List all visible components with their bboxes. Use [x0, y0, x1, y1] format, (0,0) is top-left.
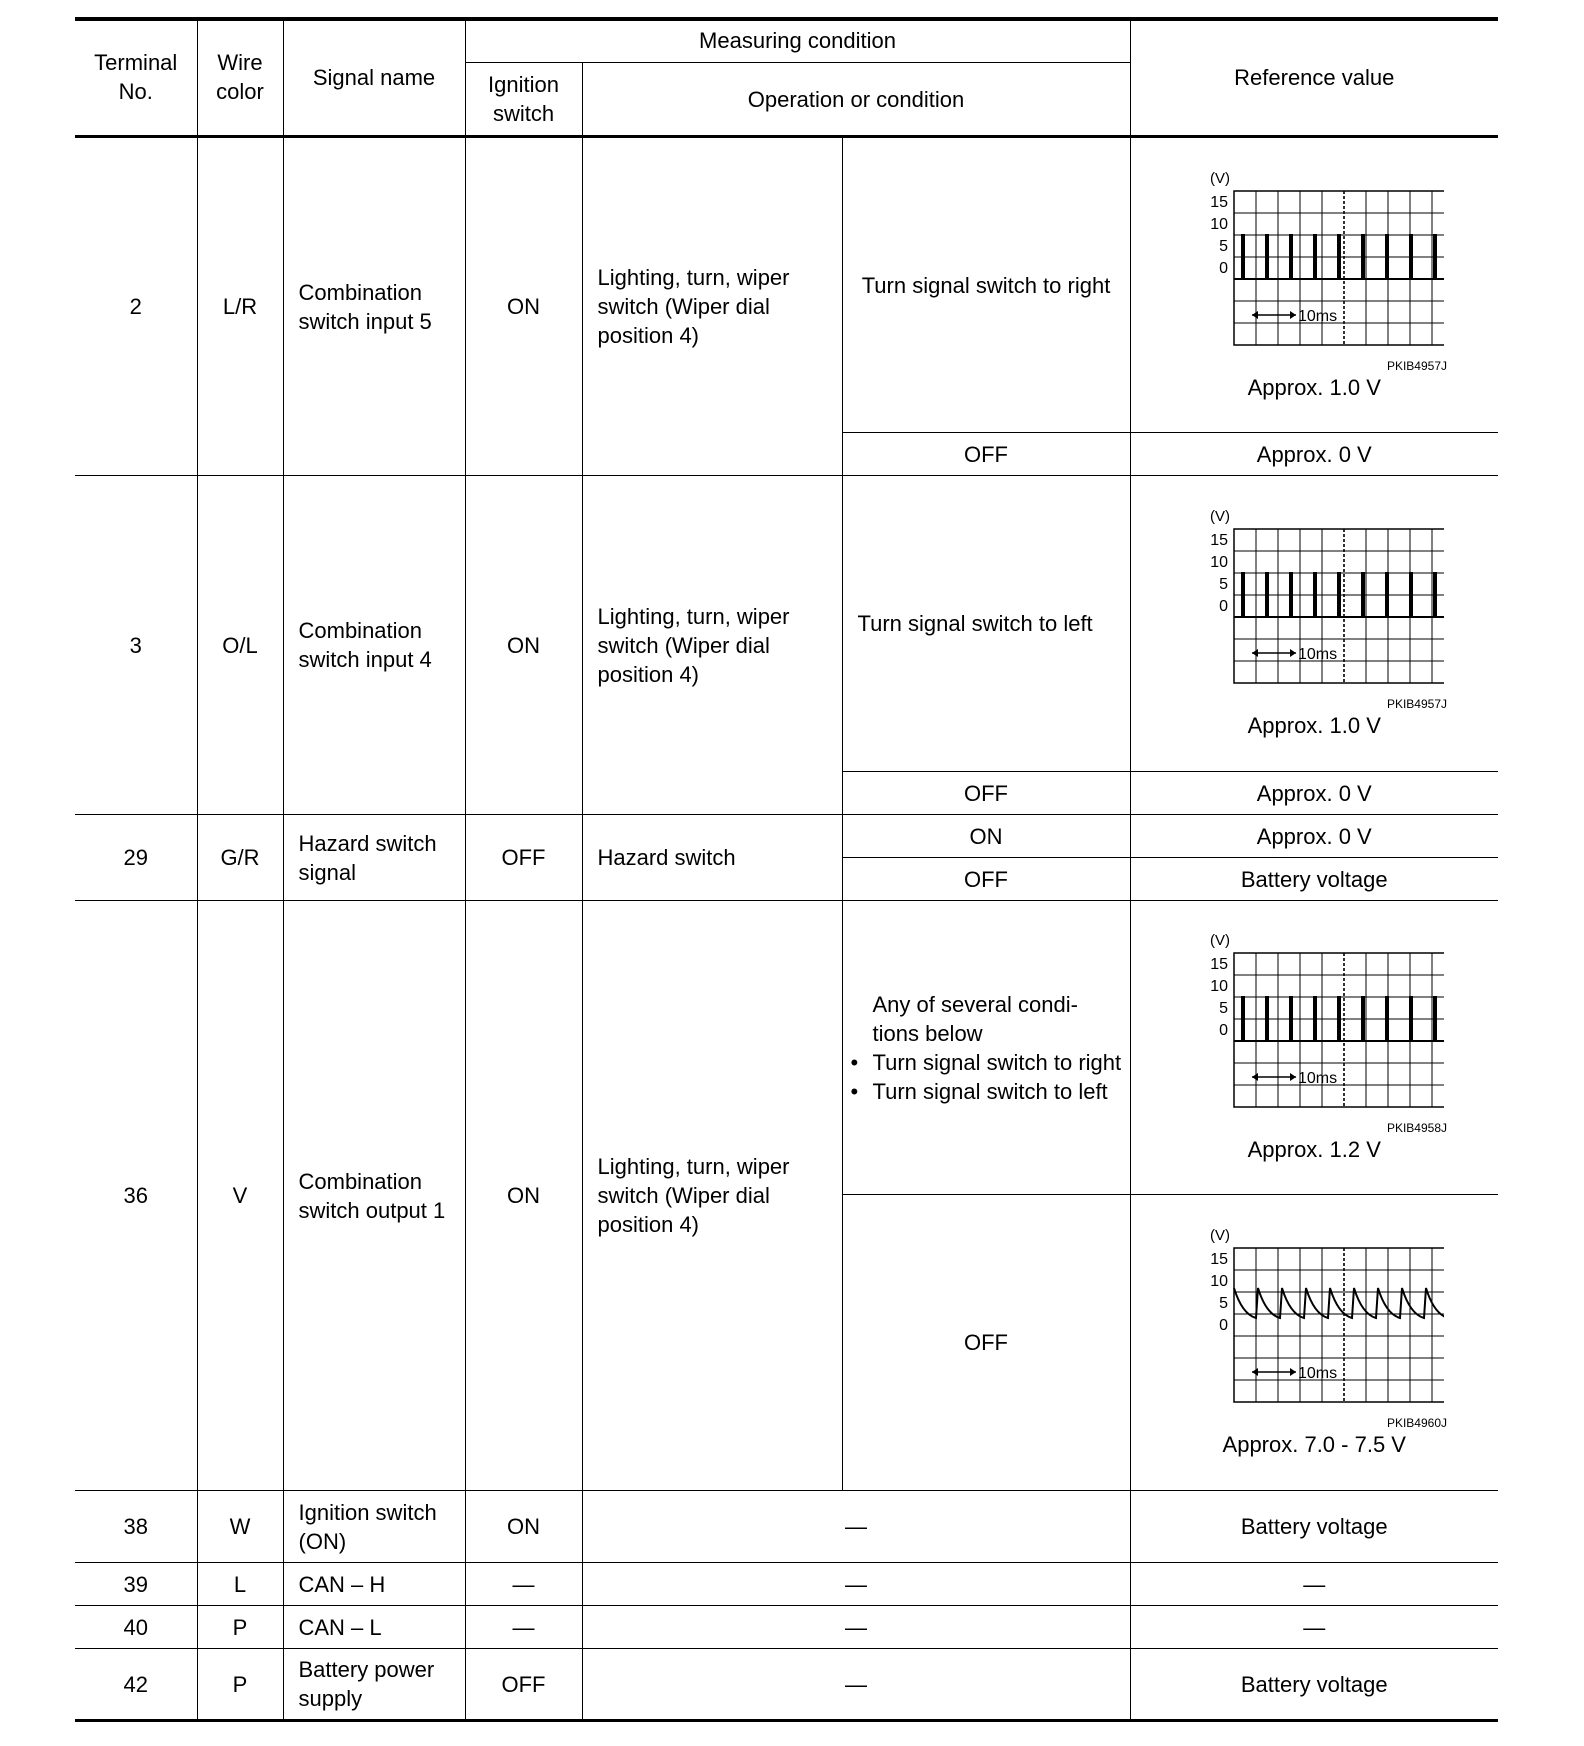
- reference-value: Approx. 0 V: [1130, 433, 1498, 476]
- signal-name: Combination switch output 1: [283, 901, 465, 1491]
- condition: OFF: [842, 1195, 1130, 1491]
- wire-color: L: [197, 1563, 283, 1606]
- tick-label: 15: [1210, 532, 1229, 549]
- signal-name: Combination switch input 5: [283, 137, 465, 476]
- header-reference-value: Reference value: [1130, 19, 1498, 137]
- condition: [842, 901, 1130, 1195]
- reference-value: Approx. 0 V: [1130, 772, 1498, 815]
- tick-label: 0: [1219, 1022, 1229, 1039]
- ignition-state: —: [465, 1563, 582, 1606]
- table-row: [75, 476, 1498, 772]
- reference-value: —: [1130, 1606, 1498, 1649]
- table-row: [75, 1491, 1498, 1563]
- condition: ON: [842, 815, 1130, 858]
- condition: Turn signal switch to left: [842, 476, 1130, 772]
- table-row: [75, 137, 1498, 433]
- reference-value: —: [1130, 1563, 1498, 1606]
- ignition-state: OFF: [465, 815, 582, 901]
- terminal-reference-table: [75, 18, 1498, 1722]
- signal-name: CAN – H: [283, 1563, 465, 1606]
- header-terminal-no: Terminal No.: [75, 19, 197, 137]
- condition-intro: Any of several condi- tions below: [872, 991, 1078, 1046]
- ignition-state: —: [465, 1606, 582, 1649]
- table-row: [75, 1606, 1498, 1649]
- grid-frame: [1234, 1248, 1444, 1402]
- unit-label: (V): [1210, 932, 1231, 949]
- list-item: • Turn signal switch to left: [873, 1077, 1124, 1106]
- signal-name: Combination switch input 4: [283, 476, 465, 815]
- tick-label: 0: [1219, 1317, 1229, 1334]
- ignition-state: ON: [465, 137, 582, 476]
- wire-color: W: [197, 1491, 283, 1563]
- tick-label: 15: [1210, 1251, 1229, 1268]
- reference-value: Approx. 0 V: [1130, 815, 1498, 858]
- operation: —: [582, 1491, 1130, 1563]
- reference-cell: [1130, 137, 1498, 433]
- reference-value: Approx. 1.0 V: [1247, 374, 1381, 400]
- tick-label: 5: [1219, 1000, 1229, 1017]
- reference-value: Battery voltage: [1130, 1649, 1498, 1721]
- operation: —: [582, 1563, 1130, 1606]
- tick-label: 0: [1219, 598, 1229, 615]
- wire-color: V: [197, 901, 283, 1491]
- reference-value: Battery voltage: [1130, 858, 1498, 901]
- figure-code: PKIB4957J: [1386, 697, 1447, 711]
- terminal-no: 40: [75, 1606, 197, 1649]
- waveform-trace: [1234, 573, 1444, 617]
- wire-color: L/R: [197, 137, 283, 476]
- ignition-state: ON: [465, 1491, 582, 1563]
- wire-color: O/L: [197, 476, 283, 815]
- unit-label: (V): [1210, 1227, 1231, 1244]
- header-measuring-condition: Measuring condition: [465, 19, 1130, 63]
- operation: Lighting, turn, wiper switch (Wiper dial position 4): [582, 476, 842, 815]
- tick-label: 5: [1219, 237, 1229, 255]
- tick-label: 0: [1219, 259, 1229, 277]
- list-item: • Turn signal switch to right: [873, 1048, 1124, 1077]
- waveform-trace: [1234, 997, 1444, 1041]
- header-wire-color: Wire color: [197, 19, 283, 137]
- header-signal-name: Signal name: [283, 19, 465, 137]
- tick-label: 5: [1219, 1295, 1229, 1312]
- reference-value: Approx. 1.0 V: [1247, 713, 1381, 738]
- operation: —: [582, 1649, 1130, 1721]
- reference-cell: [1130, 1195, 1498, 1491]
- table-row: [75, 1563, 1498, 1606]
- condition: Turn signal switch to right: [842, 137, 1130, 433]
- operation: —: [582, 1606, 1130, 1649]
- reference-value: Approx. 1.2 V: [1247, 1137, 1381, 1162]
- unit-label: (V): [1210, 508, 1231, 525]
- signal-name: CAN – L: [283, 1606, 465, 1649]
- figure-code: PKIB4957J: [1386, 358, 1447, 373]
- time-label: 10ms: [1298, 1070, 1338, 1087]
- time-label: 10ms: [1298, 646, 1338, 663]
- figure-code: PKIB4958J: [1386, 1121, 1447, 1135]
- waveform-trace: [1234, 235, 1444, 279]
- unit-label: (V): [1210, 169, 1231, 187]
- tick-label: 5: [1219, 576, 1229, 593]
- oscilloscope-waveform-icon: [1184, 507, 1444, 697]
- terminal-no: 2: [75, 137, 197, 476]
- condition: OFF: [842, 772, 1130, 815]
- oscilloscope-waveform-icon: [1184, 169, 1444, 359]
- tick-label: 10: [1210, 978, 1229, 995]
- wire-color: P: [197, 1606, 283, 1649]
- reference-cell: [1130, 901, 1498, 1195]
- header-ignition-switch: Ignition switch: [465, 63, 582, 137]
- table-row: [75, 815, 1498, 858]
- condition-list: [849, 1048, 1124, 1106]
- figure-code: PKIB4960J: [1386, 1416, 1447, 1430]
- ignition-state: ON: [465, 476, 582, 815]
- time-label: 10ms: [1298, 1365, 1338, 1382]
- signal-name: Hazard switch signal: [283, 815, 465, 901]
- table-row: [75, 901, 1498, 1195]
- ignition-state: ON: [465, 901, 582, 1491]
- ignition-state: OFF: [465, 1649, 582, 1721]
- tick-label: 10: [1210, 1273, 1229, 1290]
- condition: OFF: [842, 433, 1130, 476]
- wire-color: G/R: [197, 815, 283, 901]
- signal-name: Ignition switch (ON): [283, 1491, 465, 1563]
- operation: Lighting, turn, wiper switch (Wiper dial position 4): [582, 901, 842, 1491]
- time-label: 10ms: [1298, 307, 1338, 325]
- terminal-no: 36: [75, 901, 197, 1491]
- table-row: [75, 1649, 1498, 1721]
- operation: Lighting, turn, wiper switch (Wiper dial position 4): [582, 137, 842, 476]
- terminal-no: 42: [75, 1649, 197, 1721]
- terminal-no: 29: [75, 815, 197, 901]
- condition: OFF: [842, 858, 1130, 901]
- tick-label: 15: [1210, 956, 1229, 973]
- tick-label: 10: [1210, 215, 1229, 233]
- terminal-no: 3: [75, 476, 197, 815]
- oscilloscope-waveform-icon: [1184, 1226, 1444, 1416]
- reference-value: Battery voltage: [1130, 1491, 1498, 1563]
- terminal-no: 38: [75, 1491, 197, 1563]
- tick-label: 15: [1210, 193, 1229, 211]
- oscilloscope-waveform-icon: [1184, 931, 1444, 1121]
- header-operation-or-condition: Operation or condition: [582, 63, 1130, 137]
- signal-name: Battery power supply: [283, 1649, 465, 1721]
- reference-value: Approx. 7.0 - 7.5 V: [1222, 1432, 1406, 1457]
- tick-label: 10: [1210, 554, 1229, 571]
- operation: Hazard switch: [582, 815, 842, 901]
- terminal-no: 39: [75, 1563, 197, 1606]
- wire-color: P: [197, 1649, 283, 1721]
- reference-cell: [1130, 476, 1498, 772]
